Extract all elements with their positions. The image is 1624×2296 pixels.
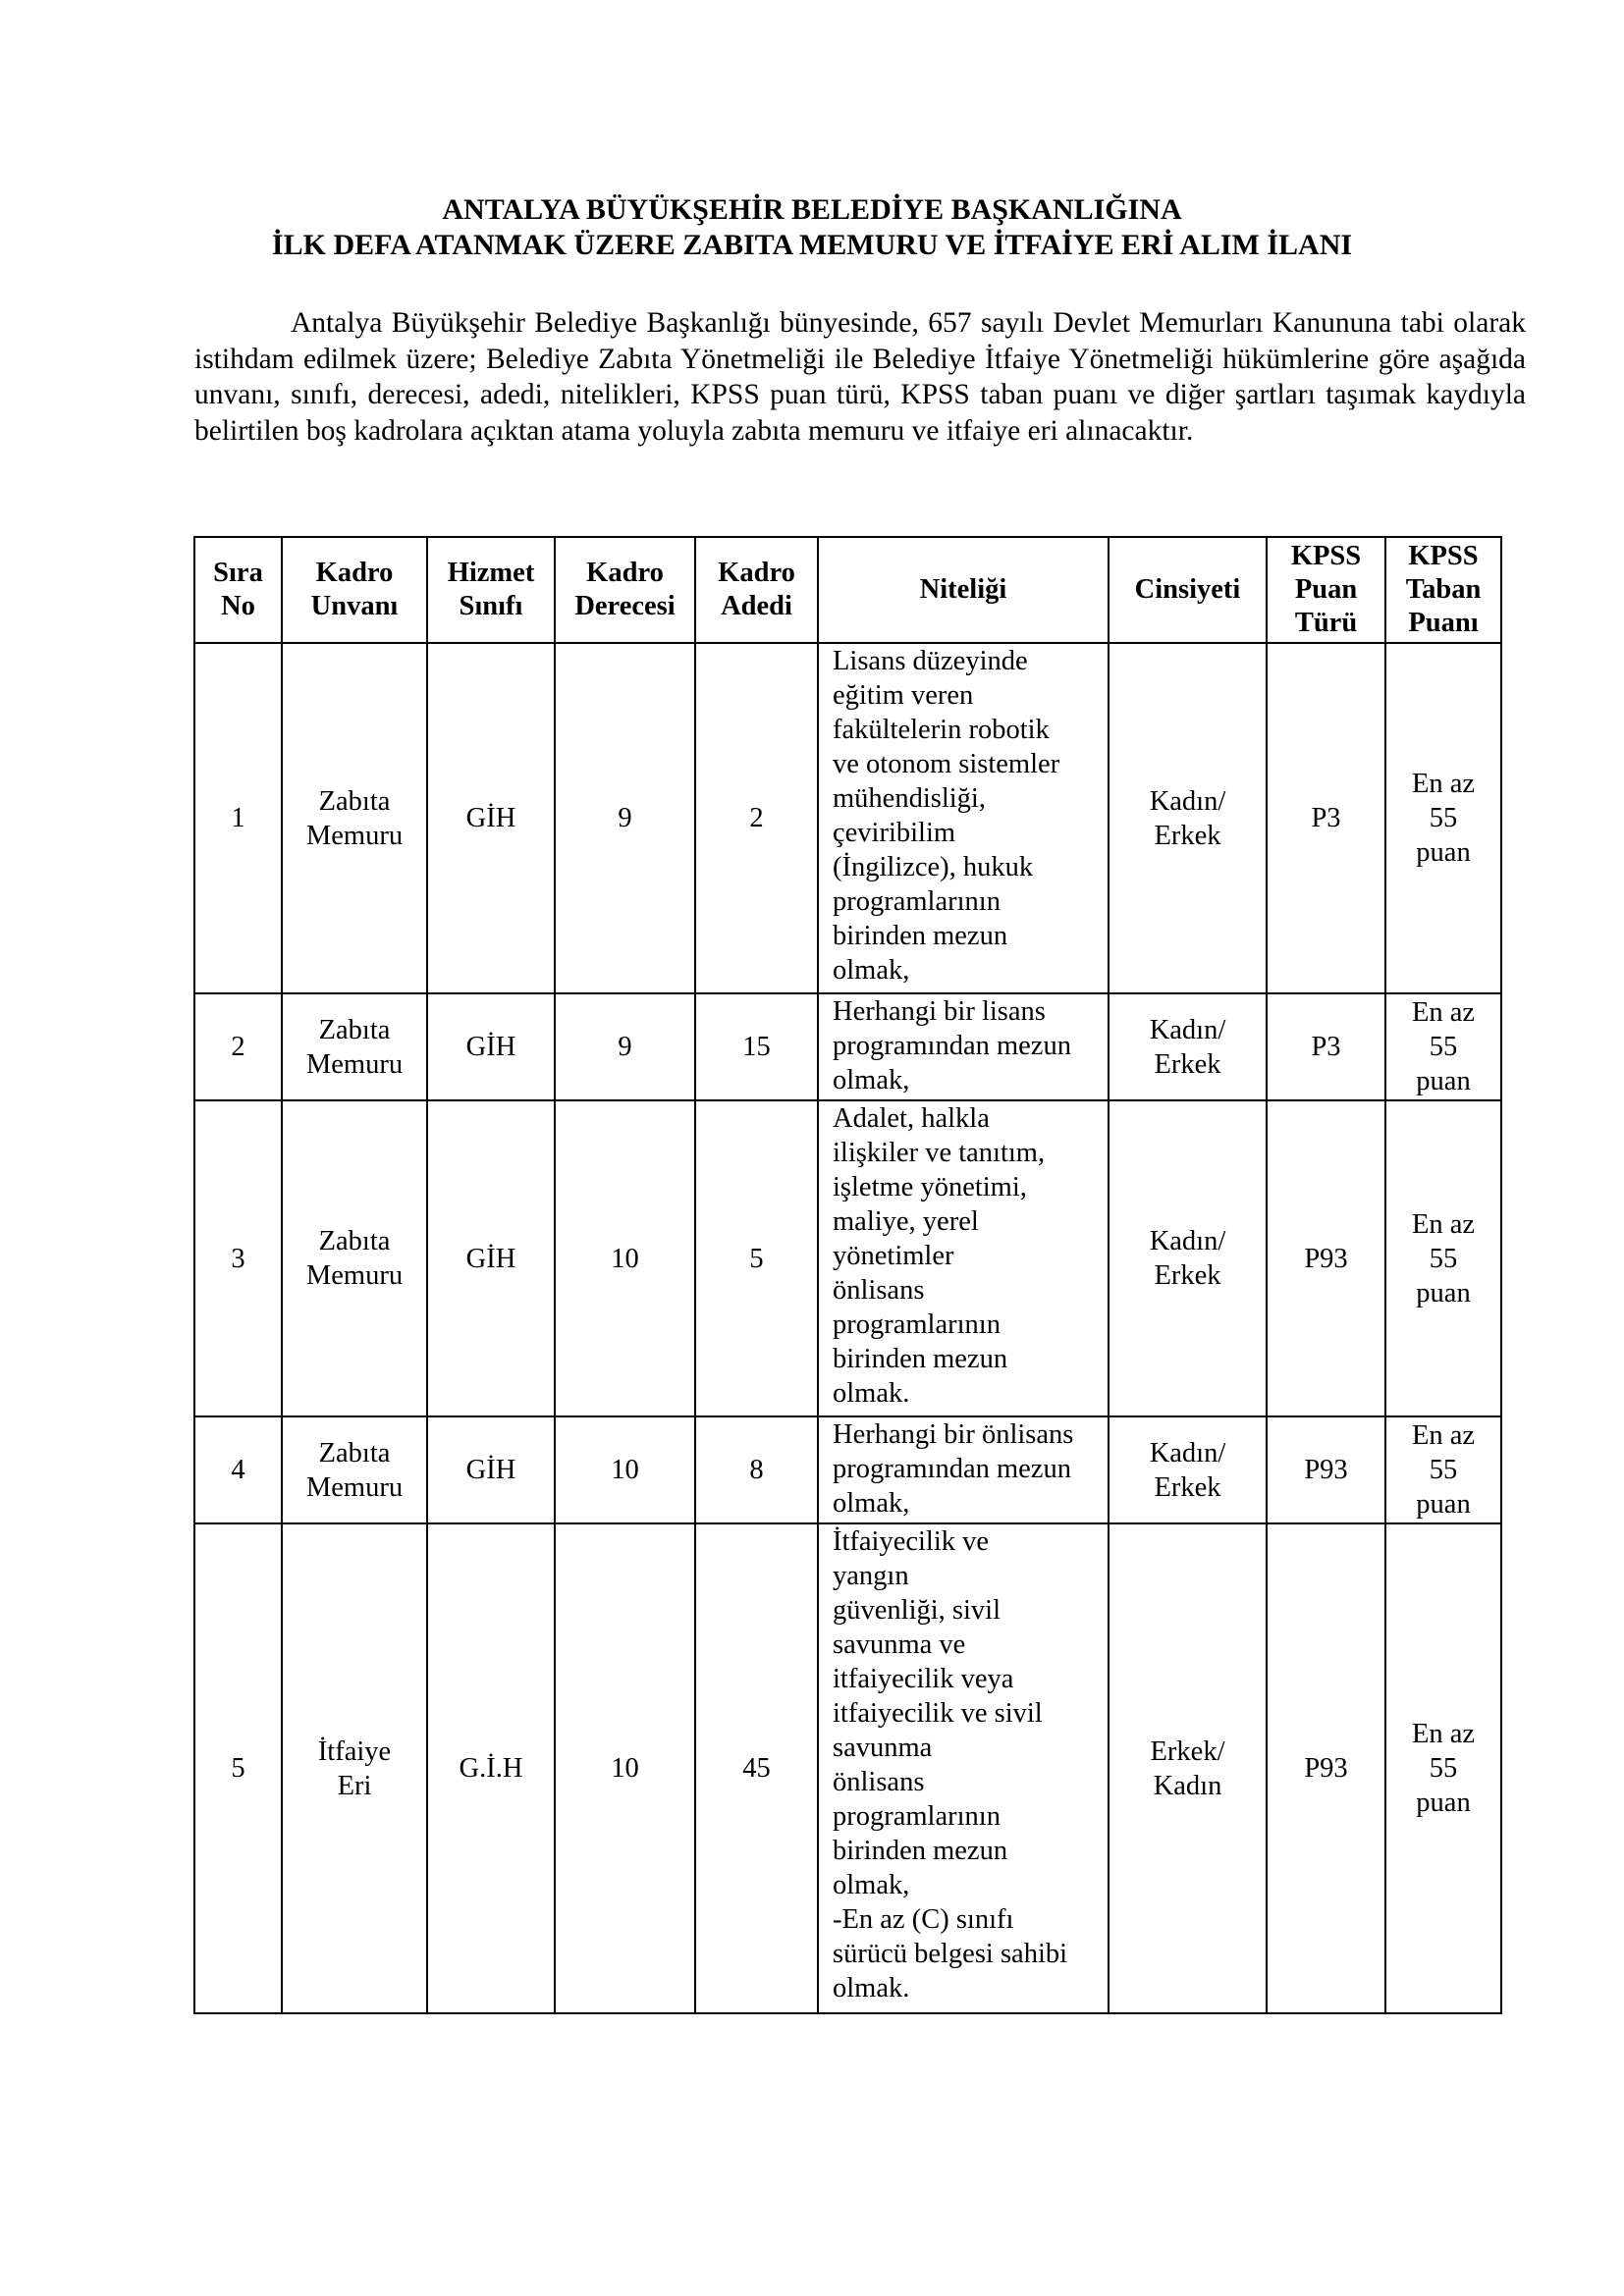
cell-kadro-adedi: 15 (695, 993, 818, 1100)
cell-kadro-adedi: 45 (695, 1523, 818, 2013)
cell-kpss-taban-puani: En az 55 puan (1385, 643, 1501, 993)
header-sira-no: Sıra No (194, 537, 282, 643)
intro-paragraph: Antalya Büyükşehir Belediye Başkanlığı bünyesinde, 657 sayılı Devlet Memurları Kanununa tabi olarak istihdam edilmek üzere; Belediye Zabıta Yönetmeliği ile Belediye İtfaiye Yönetmeliği hükümlerine göre aşağıda unvanı, sınıfı, derecesi, adedi, nitelikleri, KPSS puan türü, KPSS taban puanı ve diğer şartları taşımak kaydıyla belirtilen boş kadrolara açıktan atama yoluyla zabıta memuru ve itfaiye eri alınacaktır. (194, 307, 1526, 447)
table-row (194, 1416, 1501, 1523)
cell-cinsiyeti: Kadın/ Erkek (1109, 993, 1267, 1100)
cell-kadro-derecesi: 9 (555, 993, 695, 1100)
cell-sira-no: 4 (194, 1416, 282, 1523)
cell-cinsiyeti: Erkek/ Kadın (1109, 1523, 1267, 2013)
cell-kpss-taban-puani: En az 55 puan (1385, 1100, 1501, 1416)
cell-hizmet-sinifi: G.İ.H (427, 1523, 555, 2013)
cell-hizmet-sinifi: GİH (427, 993, 555, 1100)
cell-kadro-unvani: Zabıta Memuru (282, 1416, 427, 1523)
cell-kadro-derecesi: 10 (555, 1416, 695, 1523)
cell-kpss-taban-puani: En az 55 puan (1385, 1416, 1501, 1523)
cell-niteligi: Herhangi bir önlisans programından mezun olmak, (818, 1416, 1109, 1523)
cell-kpss-puan-turu: P3 (1267, 643, 1385, 993)
header-kadro-unvani: Kadro Unvanı (282, 537, 427, 643)
header-kadro-adedi: Kadro Adedi (695, 537, 818, 643)
cell-kpss-puan-turu: P3 (1267, 993, 1385, 1100)
positions-table (193, 536, 1502, 2014)
header-niteligi: Niteliği (818, 537, 1109, 643)
cell-niteligi: Adalet, halkla ilişkiler ve tanıtım, işletme yönetimi, maliye, yerel yönetimler önlisans programlarının birinden mezun olmak. (818, 1100, 1109, 1416)
cell-hizmet-sinifi: GİH (427, 643, 555, 993)
cell-kadro-unvani: Zabıta Memuru (282, 643, 427, 993)
cell-kadro-adedi: 8 (695, 1416, 818, 1523)
cell-kadro-unvani: Zabıta Memuru (282, 1100, 427, 1416)
cell-kpss-puan-turu: P93 (1267, 1416, 1385, 1523)
header-cinsiyeti: Cinsiyeti (1109, 537, 1267, 643)
header-kadro-derecesi: Kadro Derecesi (555, 537, 695, 643)
cell-cinsiyeti: Kadın/ Erkek (1109, 1100, 1267, 1416)
title-line-2: İLK DEFA ATANMAK ÜZERE ZABITA MEMURU VE İTFAİYE ERİ ALIM İLANI (271, 229, 1353, 261)
cell-sira-no: 2 (194, 993, 282, 1100)
cell-kadro-unvani: Zabıta Memuru (282, 993, 427, 1100)
cell-kpss-taban-puani: En az 55 puan (1385, 993, 1501, 1100)
cell-hizmet-sinifi: GİH (427, 1100, 555, 1416)
cell-kadro-unvani: İtfaiye Eri (282, 1523, 427, 2013)
cell-kpss-puan-turu: P93 (1267, 1100, 1385, 1416)
cell-cinsiyeti: Kadın/ Erkek (1109, 643, 1267, 993)
table-row (194, 1100, 1501, 1416)
cell-kpss-taban-puani: En az 55 puan (1385, 1523, 1501, 2013)
title-line-1: ANTALYA BÜYÜKŞEHİR BELEDİYE BAŞKANLIĞINA (442, 193, 1182, 226)
table-row (194, 643, 1501, 993)
cell-niteligi: Lisans düzeyinde eğitim veren fakültelerin robotik ve otonom sistemler mühendisliği, çeviribilim (İngilizce), hukuk programlarının birinden mezun olmak, (818, 643, 1109, 993)
cell-kadro-adedi: 2 (695, 643, 818, 993)
cell-sira-no: 3 (194, 1100, 282, 1416)
cell-kadro-derecesi: 10 (555, 1100, 695, 1416)
cell-cinsiyeti: Kadın/ Erkek (1109, 1416, 1267, 1523)
cell-niteligi: Herhangi bir lisans programından mezun olmak, (818, 993, 1109, 1100)
cell-niteligi: İtfaiyecilik ve yangın güvenliği, sivil savunma ve itfaiyecilik veya itfaiyecilik ve sivil savunma önlisans programlarının birinden mezun olmak, -En az (C) sınıfı sürücü belgesi sahibi olmak. (818, 1523, 1109, 2013)
header-kpss-puan-turu: KPSS Puan Türü (1267, 537, 1385, 643)
table-row (194, 993, 1501, 1100)
header-hizmet-sinifi: Hizmet Sınıfı (427, 537, 555, 643)
cell-sira-no: 1 (194, 643, 282, 993)
header-kpss-taban-puani: KPSS Taban Puanı (1385, 537, 1501, 643)
table-row (194, 1523, 1501, 2013)
cell-kadro-adedi: 5 (695, 1100, 818, 1416)
cell-kadro-derecesi: 9 (555, 643, 695, 993)
cell-sira-no: 5 (194, 1523, 282, 2013)
cell-hizmet-sinifi: GİH (427, 1416, 555, 1523)
cell-kadro-derecesi: 10 (555, 1523, 695, 2013)
cell-kpss-puan-turu: P93 (1267, 1523, 1385, 2013)
table-header-row (194, 537, 1501, 643)
